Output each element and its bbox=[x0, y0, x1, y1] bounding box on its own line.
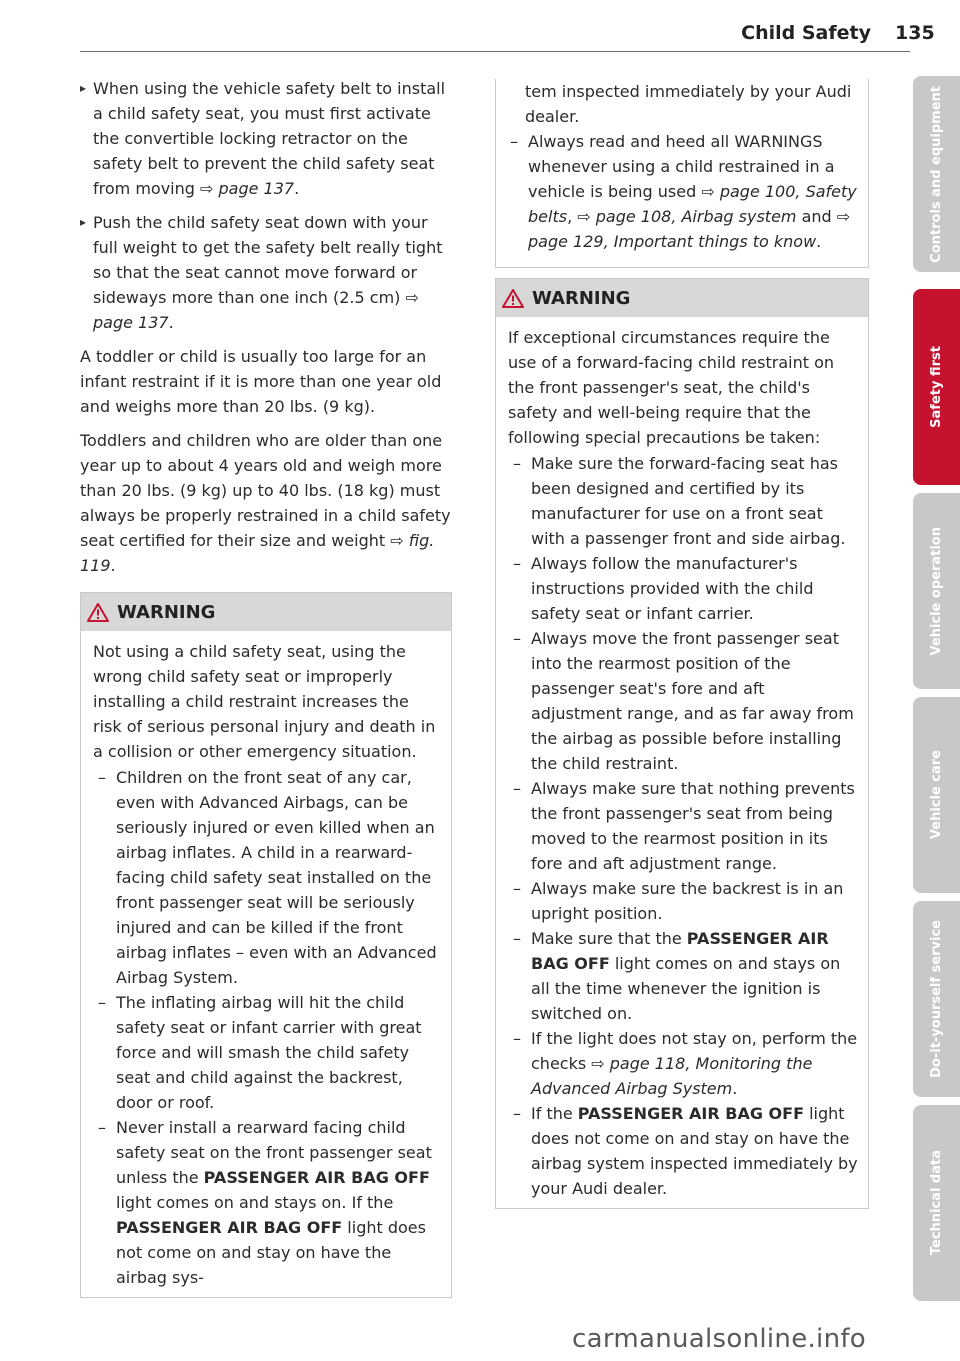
warning-continuation-box bbox=[495, 79, 869, 268]
bullet-item: ▸ When using the vehicle safety belt to install a child safety seat, you must first activate the convertible locking retractor on the safety belt to prevent the child safety seat from moving ⇨ page 137. bbox=[80, 76, 452, 201]
warning-triangle-icon bbox=[502, 289, 524, 308]
warning-item: – The inflating airbag will hit the child safety seat or infant carrier with great force and will smash the child safety seat and child against the backrest, door or roof. bbox=[93, 990, 441, 1115]
figure-reference-link[interactable]: ⇨ fig. 119 bbox=[80, 531, 435, 575]
warning-item: – Always move the front passenger seat into the rearmost position of the passenger seat's fore and aft adjustment range, and as far away from the airbag as possible before installing the child restraint. bbox=[508, 626, 858, 776]
page-reference-link[interactable]: ⇨ page 129, Important things to know bbox=[528, 207, 851, 251]
warning-triangle-icon bbox=[87, 603, 109, 622]
warning-item: – Always read and heed all WARNINGS whenever using a child restrained in a vehicle is being used ⇨ page 100, Safety belts, ⇨ page 108, Airbag system and ⇨ page 129, Important things to know. bbox=[505, 129, 858, 254]
paragraph: A toddler or child is usually too large for an infant restraint if it is more than one year old and weighs more than 20 lbs. (9 kg). bbox=[80, 347, 442, 416]
tab-vehicle-operation[interactable]: Vehicle operation bbox=[913, 493, 960, 689]
page-reference-link[interactable]: ⇨ page 118, Monitoring the Advanced Airbag System bbox=[531, 1054, 813, 1098]
tab-technical-data[interactable]: Technical data bbox=[913, 1105, 960, 1301]
right-column bbox=[495, 79, 869, 1209]
warning-intro: If exceptional circumstances require the use of a forward-facing child restraint on the front passenger's seat, the child's safety and well-being require that the following special precautions be taken: bbox=[508, 328, 834, 447]
tab-do-it-yourself-service[interactable]: Do-it-yourself service bbox=[913, 901, 960, 1097]
warning-item: – Children on the front seat of any car, even with Advanced Airbags, can be seriously injured or even killed when an airbag inflates. A child in a rearward-facing child safety seat installed on the front passenger seat will be seriously injured and can be killed if the front airbag inflates – even with an Advanced Airbag System. bbox=[93, 765, 441, 990]
warning-box bbox=[80, 592, 452, 1298]
warning-item: – Always make sure that nothing prevents the front passenger's seat from being moved to the rearmost position in its fore and aft adjustment range. bbox=[508, 776, 858, 876]
page-reference-link[interactable]: ⇨ page 137 bbox=[200, 179, 295, 198]
header-divider bbox=[80, 51, 910, 52]
continued-text: tem inspected immediately by your Audi dealer. bbox=[525, 82, 852, 126]
warning-item: – Always follow the manufacturer's instructions provided with the child safety seat or infant carrier. bbox=[508, 551, 858, 626]
warning-item: – If the PASSENGER AIR BAG OFF light does not come on and stay on have the airbag system inspected immediately by your Audi dealer. bbox=[508, 1101, 858, 1201]
page-reference-link[interactable]: ⇨ page 108, Airbag system bbox=[577, 207, 797, 226]
page-reference-link[interactable]: ⇨ page 137 bbox=[93, 288, 419, 332]
page-number: 135 bbox=[895, 22, 935, 44]
section-title: Child Safety bbox=[741, 22, 871, 44]
warning-item: – Make sure the forward-facing seat has been designed and certified by its manufacturer for use on a front seat with a passenger front and side airbag. bbox=[508, 451, 858, 551]
warning-body bbox=[496, 317, 868, 1208]
warning-box bbox=[495, 278, 869, 1209]
warning-body bbox=[81, 631, 451, 1297]
tab-safety-first[interactable]: Safety first bbox=[913, 289, 960, 485]
tab-vehicle-care[interactable]: Vehicle care bbox=[913, 697, 960, 893]
warning-label: WARNING bbox=[532, 287, 631, 309]
bullet-item: ▸ Push the child safety seat down with your full weight to get the safety belt really tight so that the seat cannot move forward or sideways more than one inch (2.5 cm) ⇨ page 137. bbox=[80, 210, 452, 335]
warning-intro: Not using a child safety seat, using the wrong child safety seat or improperly installing a child restraint increases the risk of serious personal injury and death in a collision or other emergency situation. bbox=[93, 642, 436, 761]
warning-item: – Always make sure the backrest is in an upright position. bbox=[508, 876, 858, 926]
tab-controls-and-equipment[interactable]: Controls and equipment bbox=[913, 76, 960, 272]
warning-label: WARNING bbox=[117, 601, 216, 623]
warning-header bbox=[81, 593, 451, 631]
warning-item: – Make sure that the PASSENGER AIR BAG OFF light comes on and stays on all the time whenever the ignition is switched on. bbox=[508, 926, 858, 1026]
page-reference-link[interactable]: ⇨ page 100, Safety belts bbox=[528, 182, 857, 226]
watermark-text: carmanualsonline.info bbox=[572, 1324, 867, 1354]
paragraph: Toddlers and children who are older than one year up to about 4 years old and weigh more than 20 lbs. (9 kg) up to 40 lbs. (18 kg) must always be properly restrained in a child safety seat certified for their size and weight ⇨ fig. 119. bbox=[80, 431, 451, 575]
warning-item: – If the light does not stay on, perform the checks ⇨ page 118, Monitoring the Advanced Airbag System. bbox=[508, 1026, 858, 1101]
warning-item: – Never install a rearward facing child safety seat on the front passenger seat unless the PASSENGER AIR BAG OFF light comes on and stays on. If the PASSENGER AIR BAG OFF light does not come on and stay on have the airbag sys- bbox=[93, 1115, 441, 1290]
warning-header bbox=[496, 279, 868, 317]
left-column bbox=[80, 76, 452, 1298]
